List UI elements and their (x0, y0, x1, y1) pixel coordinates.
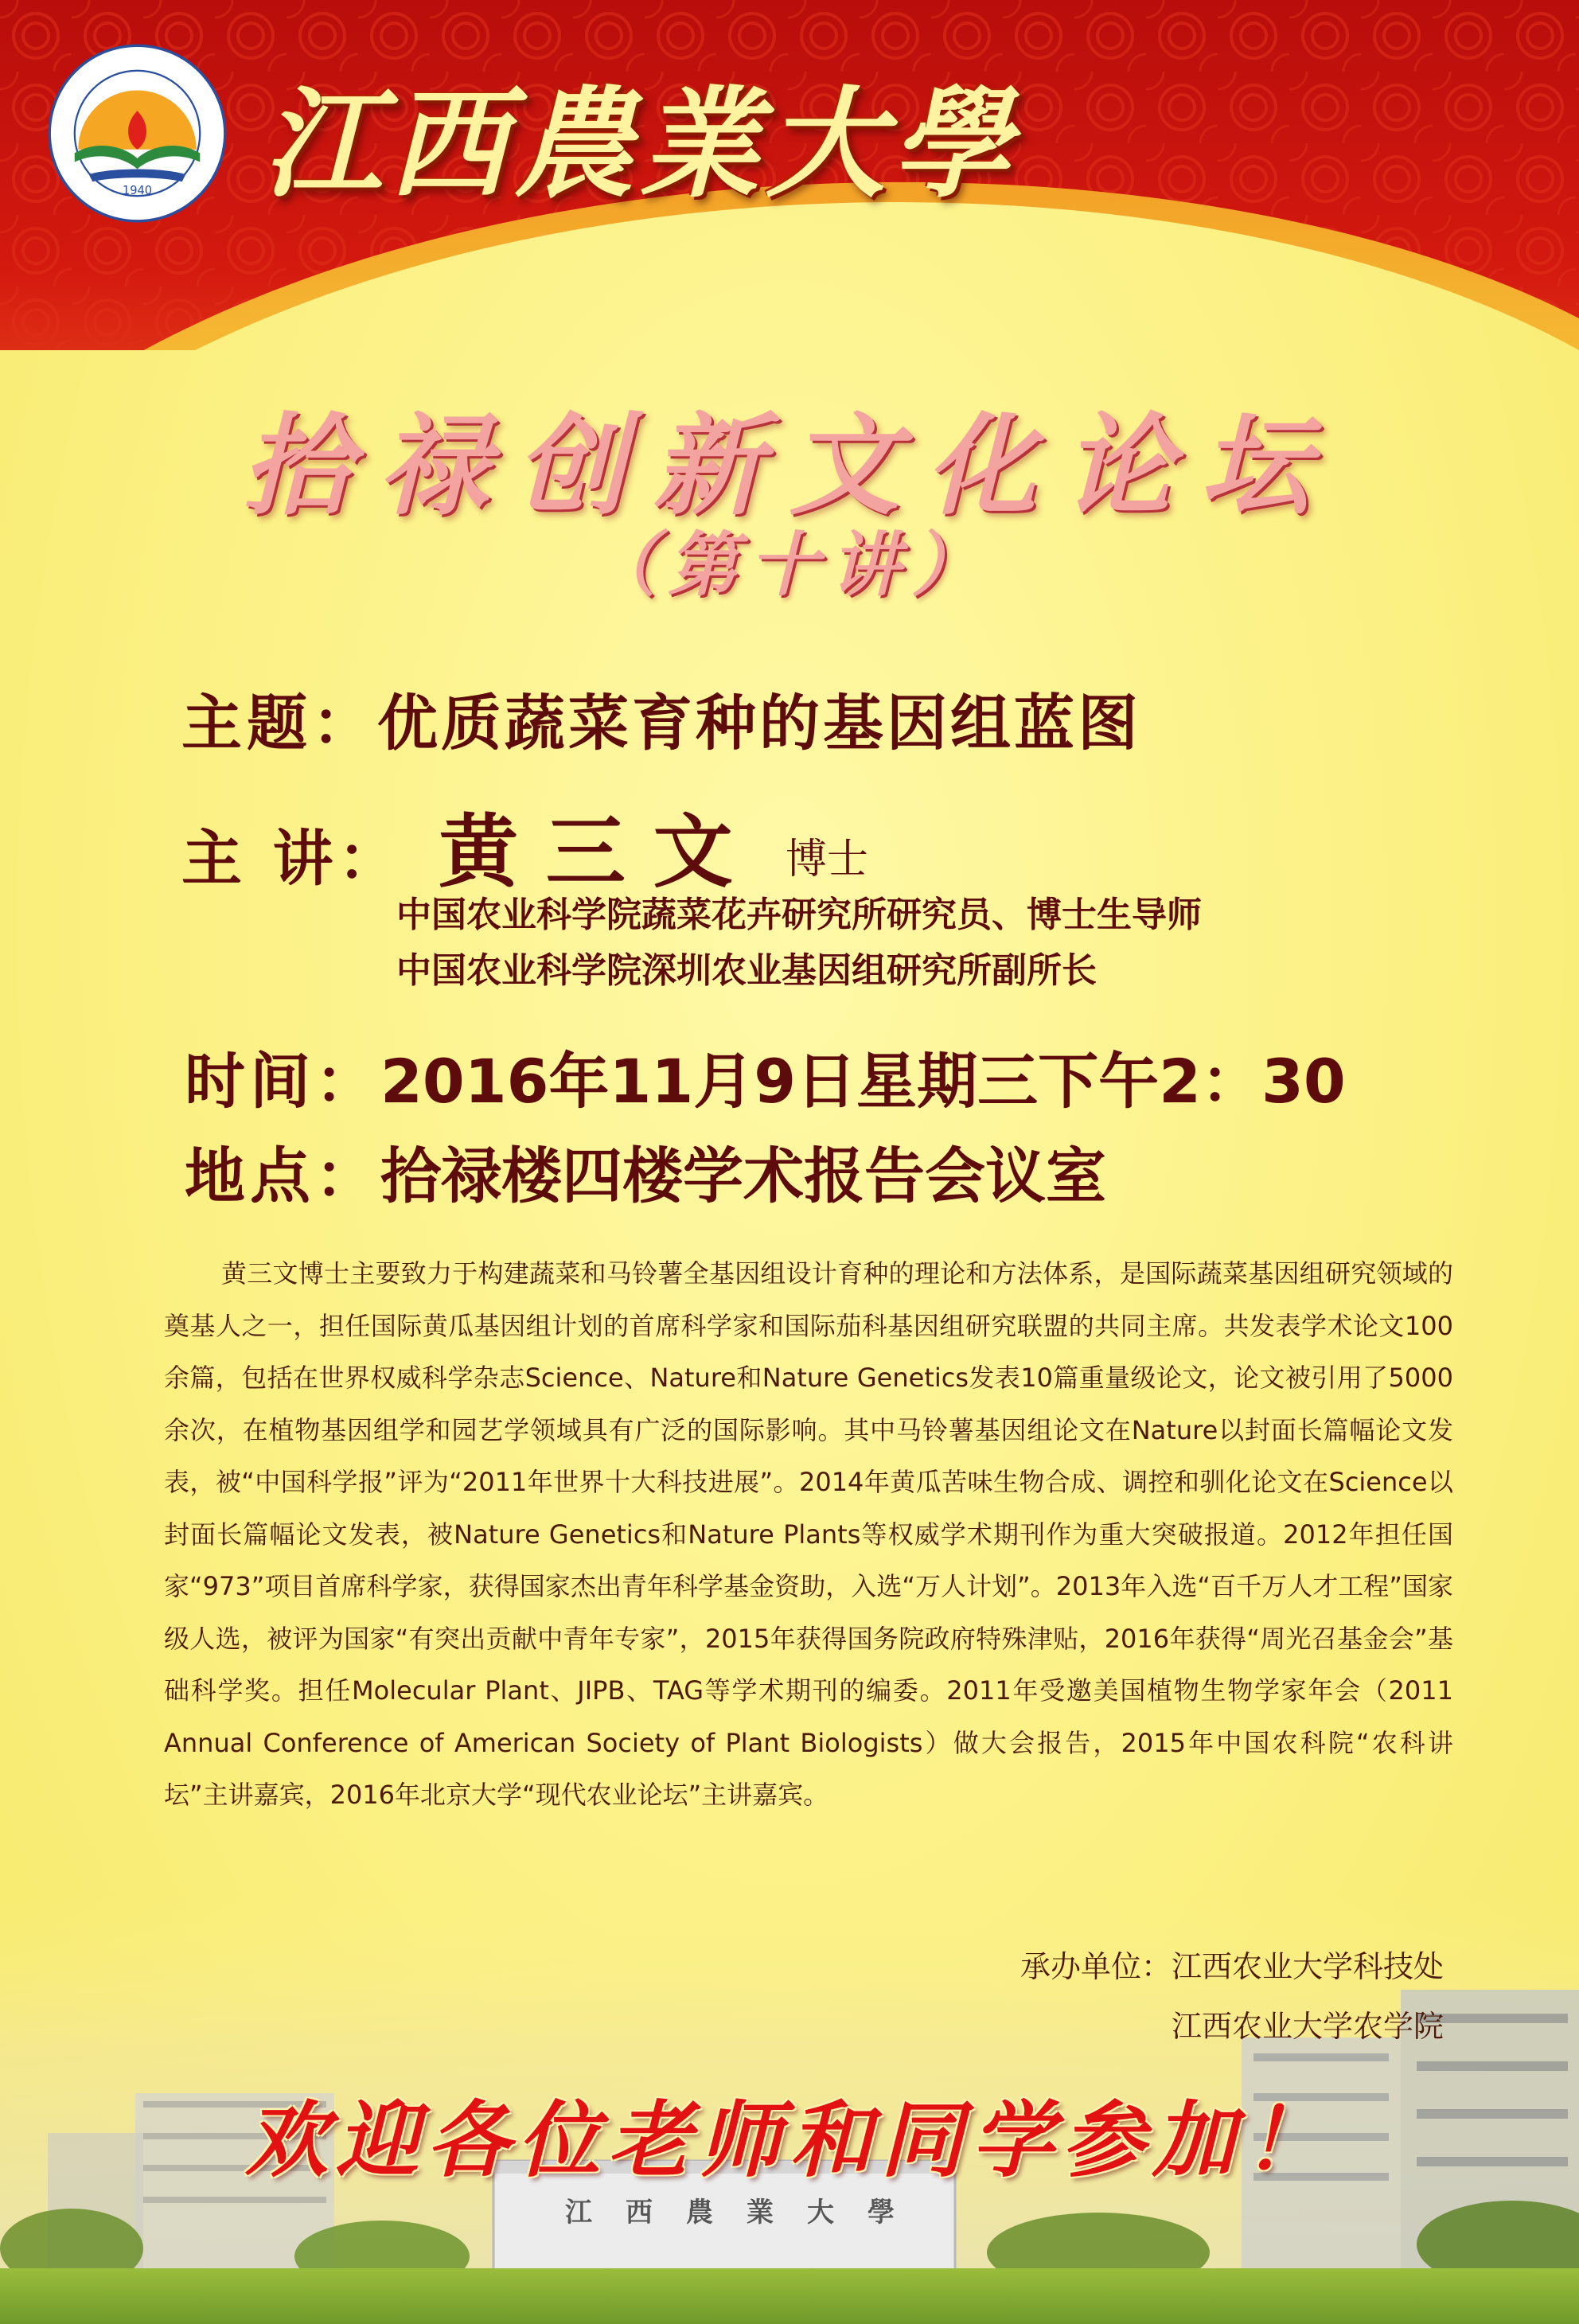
speaker-bio: 黄三文博士主要致力于构建蔬菜和马铃薯全基因组设计育种的理论和方法体系，是国际蔬菜基因组研究领域的奠基人之一，担任国际黄瓜基因组计划的首席科学家和国际茄科基因组研究联盟的共同主席。共发表学术论文100余篇，包括在世界权威科学杂志Science、Nature和Nature Genetics发表10篇重量级论文，论文被引用了5000余次，在植物基因组学和园艺学领域具有广泛的国际影响。其中马铃薯基因组论文在Nature以封面长篇幅论文发表，被“中国科学报”评为“2011年世界十大科技进展”。2014年黄瓜苦味生物合成、调控和驯化论文在Science以封面长篇幅论文发表，被Nature Genetics和Nature Plants等权威学术期刊作为重大突破报道。2012年担任国家“973”项目首席科学家，获得国家杰出青年科学基金资助，入选“万人计划”。2013年入选“百千万人才工程”国家级人选，被评为国家“有突出贡献中青年专家”，2015年获得国务院政府特殊津贴，2016年获得“周光召基金会”基础科学奖。担任Molecular Plant、JIPB、TAG等学术期刊的编委。2011年受邀美国植物生物学家年会（2011 Annual Conference of American Society of Plant Biologists）做大会报告，2015年中国农科院“农科讲坛”主讲嘉宾，2016年北京大学“现代农业论坛”主讲嘉宾。 (164, 1258, 1453, 1810)
topic-text: 优质蔬菜育种的基因组蓝图 (377, 688, 1141, 758)
svg-text:1940: 1940 (122, 184, 153, 197)
forum-title: 拾禄创新文化论坛 (241, 400, 1337, 530)
time-row (185, 1033, 1346, 1120)
place-label: 地点： (185, 1141, 380, 1211)
place-row (185, 1128, 1106, 1215)
organizer-line-2: 江西农业大学农学院 (1171, 2009, 1444, 2044)
speaker-name: 黄 三 文 (438, 805, 733, 899)
university-logo (48, 44, 227, 223)
lecture-number: （第十讲） (586, 523, 992, 606)
university-name: 江西農業大學 (263, 74, 1018, 214)
affiliation-2: 中国农业科学院深圳农业基因组研究所副所长 (396, 950, 1097, 991)
affiliation-1: 中国农业科学院蔬菜花卉研究所研究员、博士生导师 (396, 895, 1202, 935)
speaker-title: 博士 (786, 836, 869, 883)
time-text: 2016年11月9日星期三下午2：30 (380, 1046, 1346, 1117)
welcome-message: 欢迎各位老师和同学参加！ (244, 2091, 1334, 2189)
gate-inscription: 江西農業大學 (565, 2197, 928, 2228)
organizer-line-1: 承办单位：江西农业大学科技处 (1020, 1949, 1444, 1984)
place-text: 拾禄楼四楼学术报告会议室 (380, 1141, 1106, 1211)
time-label: 时间： (185, 1046, 380, 1117)
topic-row (181, 675, 1141, 762)
topic-label: 主题： (181, 688, 377, 758)
speaker-label: 主 讲： (181, 823, 404, 894)
